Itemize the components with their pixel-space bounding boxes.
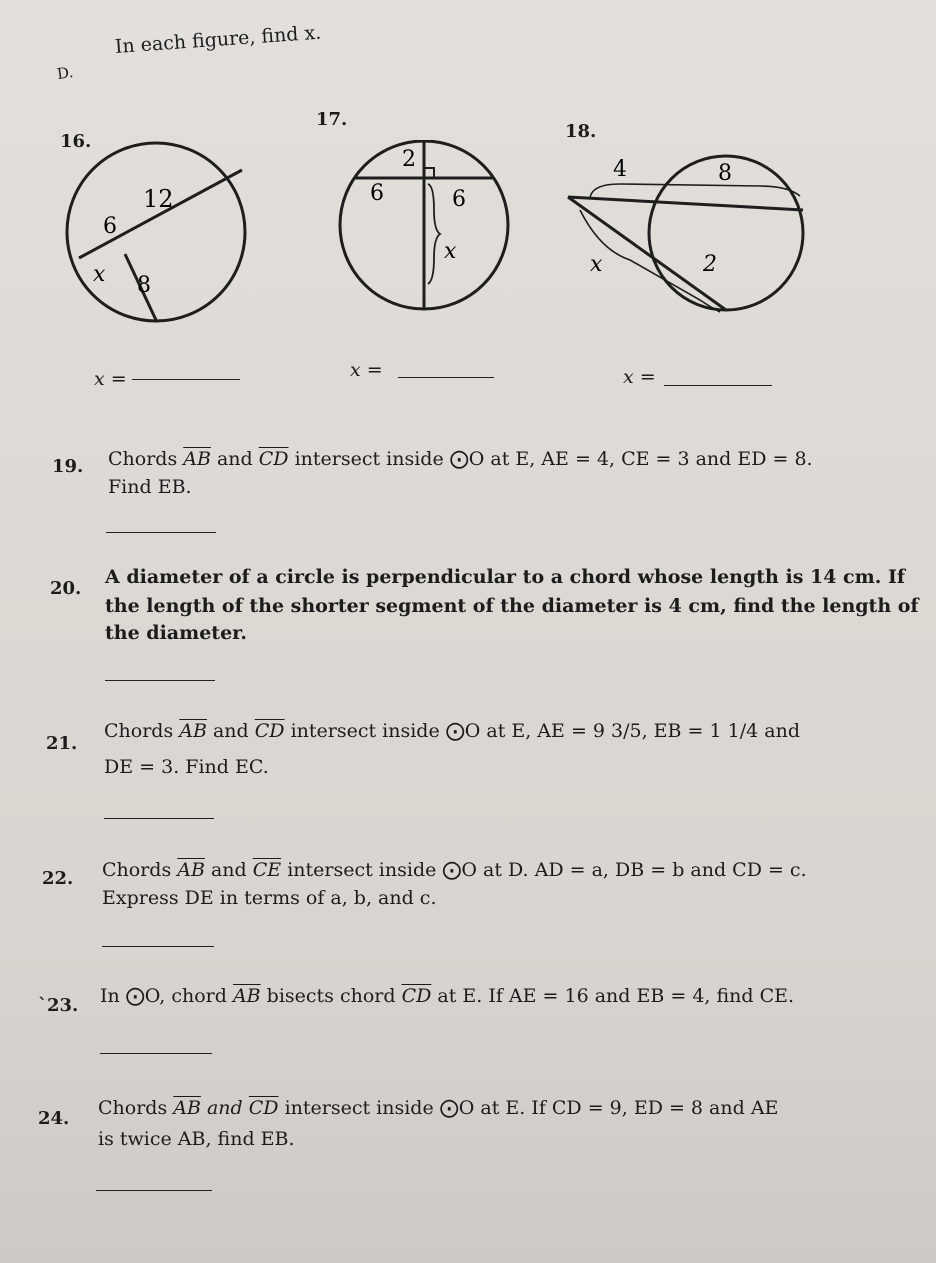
figure-18-label-2: 2 — [703, 252, 717, 277]
figure-18-secant-upper — [568, 197, 803, 210]
problem-24-line-2: is twice AB, find EB. — [98, 1128, 295, 1150]
problem-21-number: 21. — [46, 733, 78, 754]
problem-20-line-2: the length of the shorter segment of the diameter is 4 cm, find the length of — [105, 595, 919, 617]
figure-16-answer-blank[interactable] — [132, 379, 240, 380]
problem-23-answer-blank[interactable] — [100, 1053, 212, 1054]
figure-17-diagram — [330, 140, 520, 320]
section-instruction: In each figure, find x. — [114, 21, 322, 58]
problem-24-answer-blank[interactable] — [96, 1190, 212, 1191]
problem-19-line-1: Chords $\overline{AB}$ and $\overline{CD}$ intersect inside ⨀O at E, AE = 4, CE = 3 and ED = 8. — [108, 448, 813, 470]
problem-20-line-3: the diameter. — [105, 622, 248, 644]
problem-24-number: 24. — [38, 1108, 70, 1129]
figure-18-answer-blank[interactable] — [664, 385, 772, 386]
figure-16-label-x: x — [93, 262, 106, 287]
figure-16-label-8: 8 — [137, 273, 151, 298]
section-letter: D. — [55, 62, 75, 84]
figure-17-label-6-right: 6 — [452, 187, 466, 212]
problem-21-line-2: DE = 3. Find EC. — [104, 756, 269, 778]
problem-19-line-2: Find EB. — [108, 476, 192, 498]
problem-22-number: 22. — [42, 868, 74, 889]
figure-17-label-x: x — [444, 239, 457, 264]
figure-16-label-12: 12 — [143, 185, 174, 213]
problem-24-line-1: Chords $\overline{AB}$ and $\overline{CD}$ intersect inside ⨀O at E. If CD = 9, ED = 8 and AE — [98, 1097, 779, 1119]
figure-16-label-6: 6 — [103, 214, 117, 239]
figure-18-brace-top — [590, 184, 800, 198]
figure-17-brace — [428, 184, 440, 284]
problem-23-line-1: In ⨀O, chord $\overline{AB}$ bisects chord $\overline{CD}$ at E. If AE = 16 and EB = 4, find CE. — [100, 985, 795, 1007]
figure-16-answer-label: x = — [94, 368, 127, 390]
figure-17-answer-label: x = — [350, 359, 383, 381]
figure-17-number: 17. — [316, 109, 348, 130]
problem-20-number: 20. — [50, 578, 82, 599]
problem-20-line-1: A diameter of a circle is perpendicular to a chord whose length is 14 cm. If — [105, 566, 906, 588]
figure-18-diagram — [560, 140, 820, 325]
problem-23-number: `23. — [38, 995, 79, 1016]
problem-22-line-1: Chords $\overline{AB}$ and $\overline{CE}$ intersect inside ⨀O at D. AD = a, DB = b and CD = c. — [102, 859, 807, 881]
figure-18-label-x: x — [590, 252, 603, 277]
problem-22-line-2: Express DE in terms of a, b, and c. — [102, 887, 437, 909]
figure-18-label-8: 8 — [718, 161, 732, 186]
problem-22-answer-blank[interactable] — [102, 946, 214, 947]
figure-18-number: 18. — [565, 121, 597, 142]
figure-17-label-6-left: 6 — [370, 181, 384, 206]
problem-21-answer-blank[interactable] — [104, 818, 214, 819]
figure-18-answer-label: x = — [623, 366, 656, 388]
figure-16-circle — [67, 143, 245, 321]
problem-21-line-1: Chords $\overline{AB}$ and $\overline{CD}$ intersect inside ⨀O at E, AE = 9 3/5, EB = 1 1/4 and — [104, 720, 800, 742]
figure-18-label-4: 4 — [613, 157, 627, 182]
figure-17-answer-blank[interactable] — [398, 377, 494, 378]
figure-16-diagram — [60, 140, 260, 325]
problem-19-answer-blank[interactable] — [106, 532, 216, 533]
figure-16-number: 16. — [60, 131, 92, 152]
problem-19-number: 19. — [52, 456, 84, 477]
figure-17-label-2: 2 — [402, 147, 416, 172]
problem-20-answer-blank[interactable] — [105, 680, 215, 681]
